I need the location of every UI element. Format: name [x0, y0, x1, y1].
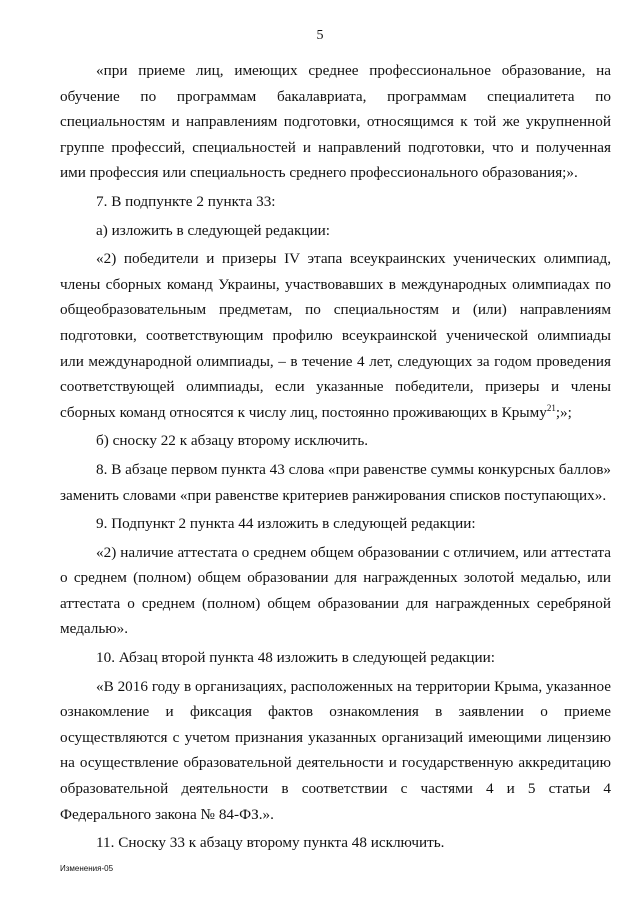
paragraph-item-11: 11. Сноску 33 к абзацу второму пункта 48 исключить. — [96, 834, 445, 852]
paragraph-item-10: 10. Абзац второй пункта 48 изложить в следующей редакции: — [96, 649, 496, 667]
paragraph-item-9: 9. Подпункт 2 пункта 44 изложить в следующей редакции: — [96, 515, 476, 533]
document-body — [60, 58, 611, 859]
paragraph-item-7: 7. В подпункте 2 пункта 33: — [96, 192, 276, 210]
footer-label: Изменения-05 — [60, 864, 114, 873]
paragraph-crimea-2016: «В 2016 году в организациях, расположенных на территории Крыма, указанное ознакомление и фиксация фактов ознакомления в заявлении о приеме осуществляются с учетом признания указанных организаций имеющими лицензию на осуществление образовательной деятельности и государственную аккредитацию образовательной деятельности в соответствии с частями 4 и 5 статьи 4 Федерального закона № 84-ФЗ.». — [60, 677, 611, 823]
paragraph-olympiad-winners: «2) победители и призеры IV этапа всеукраинских ученических олимпиад, члены сборных команд Украины, участвовавших в международных олимпиадах по общеобразовательным предметам, по специальностям и (или) направлениям подготовки, соответствующим профилю всеукраинской ученической олимпиады или международной олимпиады, – в течение 4 лет, следующих за годом проведения соответствующей олимпиады, если указанные победители, призеры и члены сборных команд относятся к числу лиц, постоянно проживающих в Крыму$^{21}$;»; — [60, 250, 611, 421]
paragraph-quote-secondary-education: «при приеме лиц, имеющих среднее профессиональное образование, на обучение по программам бакалавриата, программам специалитета по специальностям и направлениям подготовки, относящимся к той же укрупненной группе профессий, специальностей и направлений подготовки, что и полученная ими профессия или специальность среднего профессионального образования;». — [60, 62, 611, 182]
paragraph-item-8: 8. В абзаце первом пункта 43 слова «при равенстве суммы конкурсных баллов» заменить словами «при равенстве критериев ранжирования списков поступающих». — [60, 460, 611, 504]
paragraph-item-7b: б) сноску 22 к абзацу второму исключить. — [96, 432, 369, 450]
paragraph-item-7a: а) изложить в следующей редакции: — [96, 221, 330, 239]
paragraph-certificate-honors: «2) наличие аттестата о среднем общем образовании с отличием, или аттестата о среднем (полном) общем образовании для награжденных золотой медалью, или аттестата о среднем (полном) общем образовании для награжденных серебряной медалью». — [60, 543, 611, 638]
footnote-ref-21: 21 — [546, 402, 556, 413]
page-number: 5 — [316, 28, 324, 43]
